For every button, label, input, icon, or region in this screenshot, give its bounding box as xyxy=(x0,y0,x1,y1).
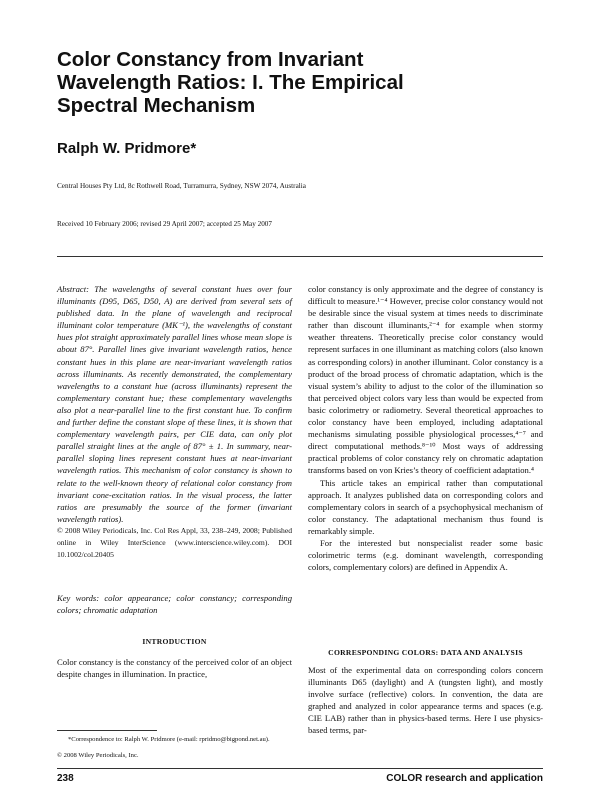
abstract-text: Abstract: The wavelengths of several constant hues over four illuminants (D95, D65, D50, A) are derived from several sets of published data. In the plane of wavelength and reciprocal illuminant color temperature (MK⁻¹), the wavelengths of constant hues plot straight approximately parallel lines whose mean slope is about 87°. Parallel lines give invariant wavelength ratios, hence constant hues in this plane are near-invariant wavelength ratios across illuminants. As recently demonstrated, the complementary wavelengths to a constant hue (across illuminants) represent the complementary constant hue; these complementary wavelengths also plot a near-parallel line to the first constant hue. To confirm and further define the constant slope of these lines, it is shown that complementary wavelength pairs, per CIE data, can only plot parallel straight lines at the angle of 87° ± 1. In summary, near-parallel sloping lines represent constant hues at near-invariant wavelength ratios. This mechanism of color constancy is shown to relate to the well-known theory of relational color constancy from invariant cone-excitation ratios. In the visual process, the latter ratios are presumably the source of the former (invariant wavelength ratios). xyxy=(57,284,292,524)
article-title xyxy=(57,48,497,117)
author-name: Ralph W. Pridmore* xyxy=(57,140,197,157)
journal-name: COLOR research and application xyxy=(386,773,543,784)
page-number: 238 xyxy=(57,773,74,784)
body-paragraph-3: For the interested but nonspecialist reader some basic colorimetric terms (e.g. dominant wavelength, corresponding colors, complementary colors) are defined in Appendix A. xyxy=(308,537,543,573)
abstract xyxy=(57,283,292,561)
body-paragraph-1: color constancy is only approximate and the degree of constancy is difficult to measure.¹⁻⁴ However, precise color constancy would not be desirable since the visual system at times needs to discriminate rather than discount illuminants,²⁻⁴ for example when stormy weather threatens. Theoretically precise color constancy would represent surfaces in one illuminant as matching colors (also known as corresponding colors) in another illuminant. Color constancy is a product of the broad process of chromatic adaptation, which is the visual system’s ability to adjust to the color of the illumination so that perceived object colors vary less than would be expected from basic colorimetry or radiometry. Several theoretical approaches to color constancy have been employed, including adaptational mechanisms simulating possible physiological processes,⁴⁻⁷ and direct computational methods.⁸⁻¹⁰ Most ways of addressing practical problems of color constancy rely on chromatic adaptation transforms based on von Kries’s theory of coefficient adaptation.⁴ xyxy=(308,284,543,476)
right-column-body xyxy=(308,283,543,573)
received-dates: Received 10 February 2006; revised 29 April 2007; accepted 25 May 2007 xyxy=(57,220,272,228)
correspondence-footnote: *Correspondence to: Ralph W. Pridmore (e-mail: rpridmo@bigpond.net.au). xyxy=(68,736,270,743)
title-line-3: Spectral Mechanism xyxy=(57,94,256,117)
body-paragraph-2: This article takes an empirical rather than computational approach. It analyzes published data on corresponding colors and complementary colors in search of a psychophysical mechanism of color constancy. The adaptational mechanism thus found is remarkably simple. xyxy=(308,477,543,536)
corresponding-colors-heading: CORRESPONDING COLORS: DATA AND ANALYSIS xyxy=(328,648,523,657)
footer-divider xyxy=(57,768,543,769)
introduction-heading: INTRODUCTION xyxy=(142,637,207,646)
copyright-notice: © 2008 Wiley Periodicals, Inc. xyxy=(57,752,139,759)
title-line-2: Wavelength Ratios: I. The Empirical xyxy=(57,71,404,94)
keywords: Key words: color appearance; color constancy; corresponding colors; chromatic adaptation xyxy=(57,593,292,616)
publication-info: © 2008 Wiley Periodicals, Inc. Col Res Appl, 33, 238–249, 2008; Published online in Wiley InterScience (www.interscience.wiley.com). DOI 10.1002/col.20405 xyxy=(57,525,292,560)
header-divider xyxy=(57,256,543,257)
title-line-1: Color Constancy from Invariant xyxy=(57,48,364,71)
introduction-text: Color constancy is the constancy of the perceived color of an object despite changes in illumination. In practice, xyxy=(57,657,292,680)
corresponding-colors-text: Most of the experimental data on corresponding colors concern illuminants D65 (daylight) and A (tungsten light), and mostly involve surface (reflective) colors. In convention, the data are graphed and analyzed in color appearance terms and spaces (e.g. CIE LAB) rather than in physics-based terms. Here I use physics-based terms, par- xyxy=(308,665,543,736)
author-affiliation: Central Houses Pty Ltd, 8c Rothwell Road, Turramurra, Sydney, NSW 2074, Australia xyxy=(57,182,306,190)
footnote-divider xyxy=(57,730,157,731)
